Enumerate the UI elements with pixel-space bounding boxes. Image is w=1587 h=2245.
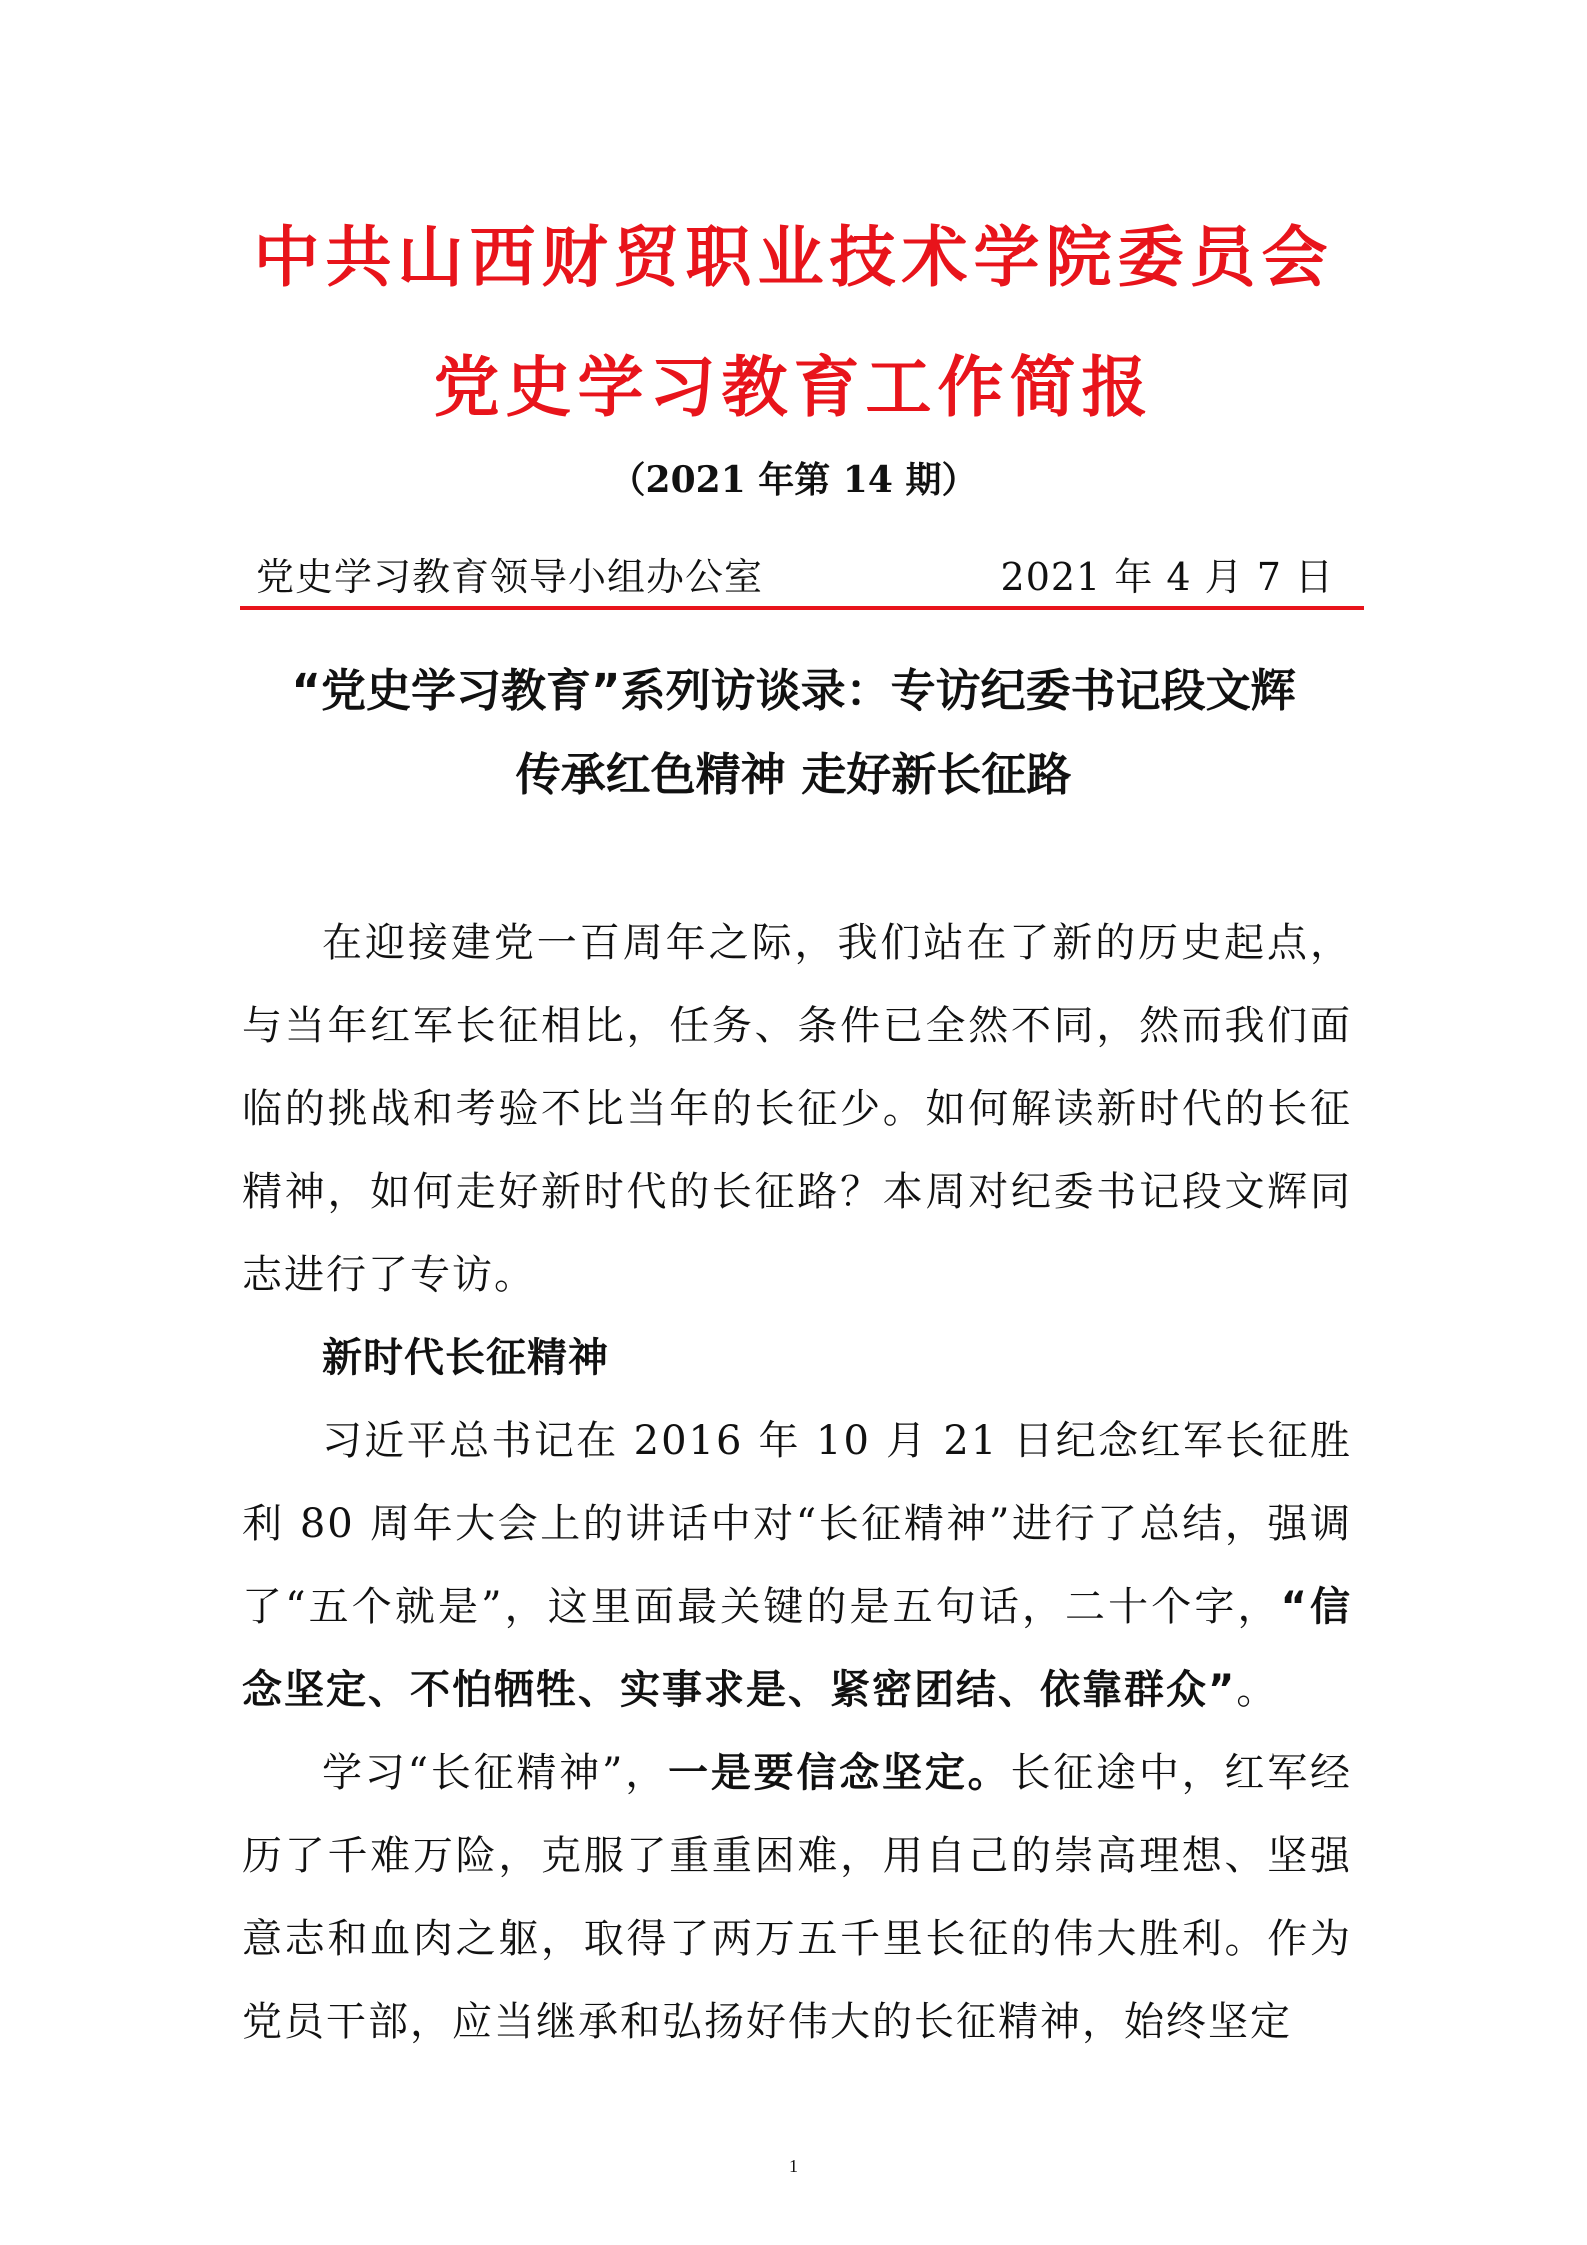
section-heading: 新时代长征精神 [322, 1335, 609, 1381]
article-body [242, 902, 1352, 2064]
bold-point: 一是要信念坚定。 [668, 1750, 1011, 1796]
red-divider-line [240, 606, 1364, 610]
issue-date: 2021 年 4 月 7 日 [1000, 555, 1334, 599]
page-number: 1 [789, 2156, 798, 2176]
paragraph-text: 长征途中，红军经历了千难万险，克服了重重困难，用自己的崇高理想、坚强意志和血肉之躯，取得了两万五千里长征的伟大胜利。作为党员干部，应当继承和弘扬好伟大的长征精神，始终坚定 [242, 1750, 1353, 2045]
bold-quote: “信念坚定、不怕牺牲、实事求是、紧密团结、依靠群众” [242, 1584, 1352, 1713]
paragraph-lead: 学习“长征精神”， [322, 1750, 669, 1796]
paragraph-long-march-spirit [242, 1400, 1352, 1732]
paragraph-end: 。 [1236, 1667, 1279, 1713]
article-headline: “党史学习教育”系列访谈录：专访纪委书记段文辉 [291, 664, 1296, 717]
masthead-title-line2: 党史学习教育工作简报 [433, 348, 1154, 426]
paragraph-firm-belief [242, 1732, 1352, 2064]
masthead-title-line1: 中共山西财贸职业技术学院委员会 [253, 218, 1334, 296]
article-subheadline: 传承红色精神 走好新长征路 [515, 748, 1072, 801]
paragraph-text: 习近平总书记在 2016 年 10 月 21 日纪念红军长征胜利 80 周年大会上的讲话中对“长征精神”进行了总结，强调了“五个就是”，这里面最关键的是五句话，二十个字， [242, 1418, 1352, 1630]
issue-number: （2021 年第 14 期） [609, 459, 978, 501]
intro-paragraph: 在迎接建党一百周年之际，我们站在了新的历史起点，与当年红军长征相比，任务、条件已全然不同，然而我们面临的挑战和考验不比当年的长征少。如何解读新时代的长征精神，如何走好新时代的长征路？本周对纪委书记段文辉同志进行了专访。 [242, 920, 1352, 1298]
masthead-meta-row [256, 546, 1334, 599]
issuing-office: 党史学习教育领导小组办公室 [256, 555, 764, 599]
